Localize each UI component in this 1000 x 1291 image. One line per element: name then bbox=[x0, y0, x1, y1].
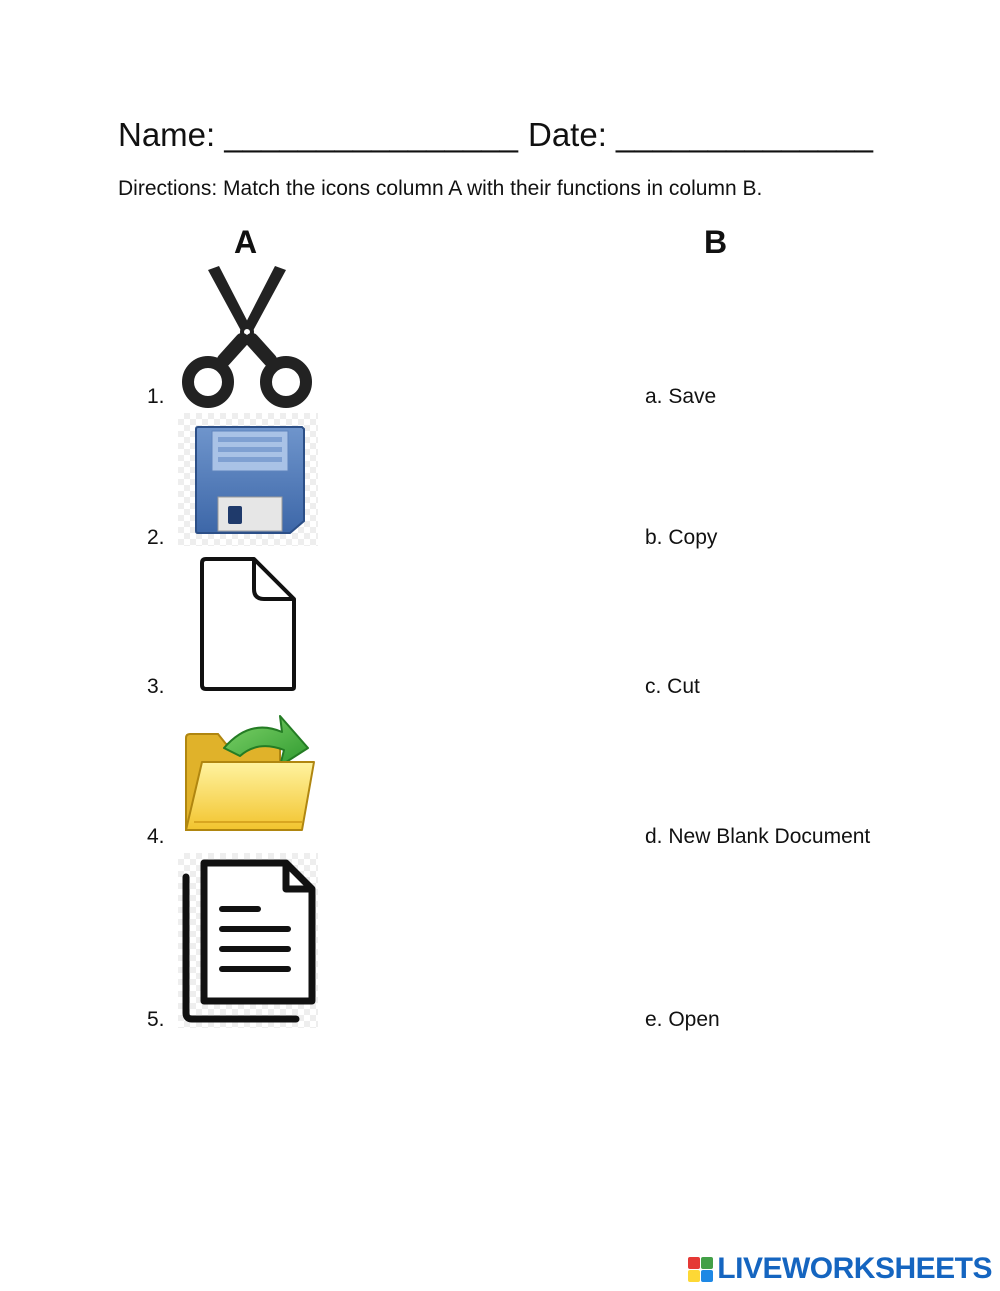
directions-text: Directions: Match the icons column A with their functions in column B. bbox=[118, 177, 763, 200]
item-number-1: 1. bbox=[147, 385, 165, 408]
answer-option-e: e. Open bbox=[645, 1008, 720, 1031]
item-number-2: 2. bbox=[147, 526, 165, 549]
open-folder-icon bbox=[180, 704, 320, 836]
column-a-heading: A bbox=[234, 224, 258, 260]
answer-option-d: d. New Blank Document bbox=[645, 825, 871, 848]
scissors-icon bbox=[178, 264, 316, 408]
answer-option-c: c. Cut bbox=[645, 675, 700, 698]
answer-option-a: a. Save bbox=[645, 385, 717, 408]
item-number-3: 3. bbox=[147, 675, 165, 698]
answer-option-b: b. Copy bbox=[645, 526, 718, 549]
blank-document-icon bbox=[196, 555, 300, 695]
column-b-heading: B bbox=[704, 224, 728, 260]
date-field-label: Date: ______________ bbox=[528, 116, 873, 153]
liveworksheets-logo-icon bbox=[688, 1257, 713, 1282]
item-number-4: 4. bbox=[147, 825, 165, 848]
copy-documents-icon-background bbox=[178, 853, 318, 1028]
item-number-5: 5. bbox=[147, 1008, 165, 1031]
liveworksheets-wordmark: LIVEWORKSHEETS bbox=[717, 1252, 992, 1285]
floppy-disk-icon bbox=[178, 413, 318, 546]
copy-documents-icon bbox=[178, 853, 318, 1028]
liveworksheets-branding bbox=[688, 1252, 992, 1286]
name-field-label: Name: ________________ bbox=[118, 116, 519, 153]
floppy-disk-icon-background bbox=[178, 413, 318, 546]
